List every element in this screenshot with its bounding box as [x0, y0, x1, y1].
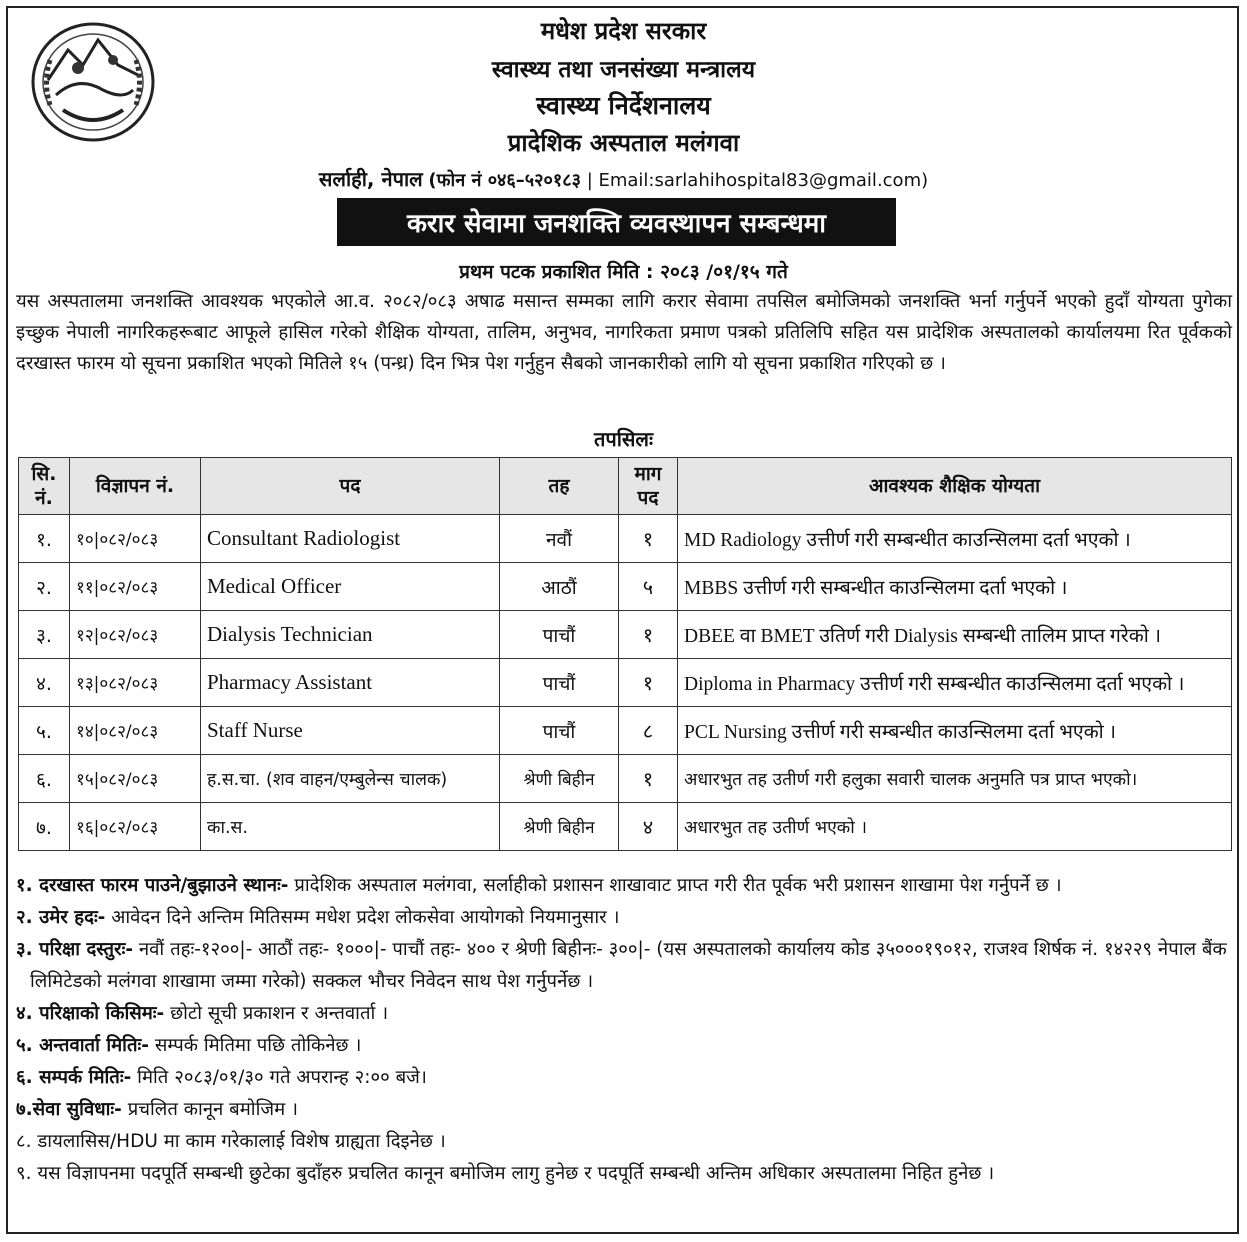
cell-demand: १	[619, 755, 678, 803]
table-row	[19, 755, 1232, 803]
note-label: ६. सम्पर्क मितिः-	[16, 1067, 132, 1088]
note-text: प्रचलित कानून बमोजिम ।	[121, 1099, 299, 1120]
header-government: मधेश प्रदेश सरकार	[540, 17, 707, 45]
cell-serial: १.	[19, 515, 70, 563]
cell-qualification: Diploma in Pharmacy उत्तीर्ण गरी सम्बन्धीत काउन्सिलमा दर्ता भएको ।	[678, 659, 1232, 707]
note-label: ५. अन्तवार्ता मितिः-	[16, 1035, 149, 1056]
note-label: २. उमेर हदः-	[16, 907, 106, 928]
cell-post: Medical Officer	[201, 563, 500, 611]
header-serial: सि. नं.	[19, 458, 70, 515]
table-row	[19, 611, 1232, 659]
header-ministry: स्वास्थ्य तथा जनसंख्या मन्त्रालय	[491, 57, 756, 83]
cell-post: Pharmacy Assistant	[201, 659, 500, 707]
cell-post: Staff Nurse	[201, 707, 500, 755]
table-row	[19, 803, 1232, 851]
header-directorate: स्वास्थ्य निर्देशनालय	[536, 91, 711, 120]
publish-date: प्रथम पटक प्रकाशित मिति : २०८३ /०१/१५ गते	[459, 261, 788, 283]
cell-level: आठौं	[500, 563, 619, 611]
cell-serial: ५.	[19, 707, 70, 755]
cell-serial: ४.	[19, 659, 70, 707]
cell-advertisement-no: १३|०८२/०८३	[70, 659, 201, 707]
note-item	[16, 1094, 1232, 1126]
cell-advertisement-no: १२|०८२/०८३	[70, 611, 201, 659]
note-label: ४. परिक्षाको किसिमः-	[16, 1003, 165, 1024]
cell-level: श्रेणी बिहीन	[500, 803, 619, 851]
table-row	[19, 707, 1232, 755]
vacancy-table	[18, 457, 1232, 851]
header-demand: माग पद	[619, 458, 678, 515]
table-title: तपसिलः	[593, 427, 654, 451]
note-text: प्रादेशिक अस्पताल मलंगवा, सर्लाहीको प्रशासन शाखावाट प्राप्त गरी रीत पूर्वक भरी प्रशासन शाखामा पेश गर्नुपर्ने छ ।	[288, 875, 1062, 896]
cell-qualification: DBEE वा BMET उतिर्ण गरी Dialysis सम्बन्धी तालिम प्राप्त गरेको ।	[678, 611, 1232, 659]
cell-qualification: MD Radiology उत्तीर्ण गरी सम्बन्धीत काउन्सिलमा दर्ता भएको ।	[678, 515, 1232, 563]
cell-demand: ८	[619, 707, 678, 755]
cell-demand: १	[619, 611, 678, 659]
cell-advertisement-no: १६|०८२/०८३	[70, 803, 201, 851]
cell-advertisement-no: ११|०८२/०८३	[70, 563, 201, 611]
note-label: ३. परिक्षा दस्तुरः-	[16, 939, 133, 960]
cell-advertisement-no: १५|०८२/०८३	[70, 755, 201, 803]
header-email: | Email:sarlahihospital83@gmail.com)	[586, 170, 929, 191]
cell-demand: १	[619, 659, 678, 707]
note-item	[16, 998, 1232, 1030]
cell-level: पाचौं	[500, 707, 619, 755]
header-advertisement-no: विज्ञापन नं.	[70, 458, 201, 515]
cell-level: पाचौं	[500, 659, 619, 707]
cell-serial: ७.	[19, 803, 70, 851]
notice-banner: करार सेवामा जनशक्ति व्यवस्थापन सम्बन्धमा	[337, 198, 896, 246]
note-item	[16, 1126, 1232, 1158]
header-post: पद	[201, 458, 500, 515]
note-item	[16, 1158, 1232, 1190]
header-phone: (फोन नं ०४६–५२०१८३	[428, 170, 581, 191]
cell-level: श्रेणी बिहीन	[500, 755, 619, 803]
note-text: ८. डायलासिस/HDU मा काम गरेकालाई विशेष ग्राह्यता दिइनेछ ।	[16, 1131, 446, 1152]
cell-demand: ५	[619, 563, 678, 611]
table-row	[19, 563, 1232, 611]
cell-qualification: अधारभुत तह उतीर्ण भएको ।	[678, 803, 1232, 851]
cell-post: Dialysis Technician	[201, 611, 500, 659]
cell-advertisement-no: १०|०८२/०८३	[70, 515, 201, 563]
note-text: मिति २०८३/०१/३० गते अपरान्ह २:०० बजे।	[131, 1067, 427, 1088]
cell-advertisement-no: १४|०८२/०८३	[70, 707, 201, 755]
table-row	[19, 515, 1232, 563]
cell-level: नवौं	[500, 515, 619, 563]
header-hospital: प्रादेशिक अस्पताल मलंगवा	[507, 129, 740, 157]
cell-demand: १	[619, 515, 678, 563]
table-header-row	[19, 458, 1232, 515]
cell-qualification: अधारभुत तह उतीर्ण गरी हलुका सवारी चालक अनुमति पत्र प्राप्त भएको।	[678, 755, 1232, 803]
note-item	[16, 870, 1232, 902]
table-row	[19, 659, 1232, 707]
note-text: नवौं तहः-१२००|- आठौं तहः- १०००|- पाचौं तहः- ४०० र श्रेणी बिहीनः- ३००|- (यस अस्पतालको कार्यालय कोड ३५०००१९०१२, राजश्व शिर्षक नं. १४२२९ नेपाल बैंक लिमिटेडको मलंगवा शाखामा जम्मा गरेको) सक्कल भौचर निवेदन साथ पेश गर्नुपर्नेछ ।	[30, 939, 1227, 992]
cell-serial: २.	[19, 563, 70, 611]
header-location: सर्लाही, नेपाल	[318, 167, 423, 191]
cell-qualification: MBBS उत्तीर्ण गरी सम्बन्धीत काउन्सिलमा दर्ता भएको ।	[678, 563, 1232, 611]
cell-post: ह.स.चा. (शव वाहन/एम्बुलेन्स चालक)	[201, 755, 500, 803]
note-label: १. दरखास्त फारम पाउने/बुझाउने स्थानः-	[16, 875, 289, 896]
cell-post: Consultant Radiologist	[201, 515, 500, 563]
note-text: छोटो सूची प्रकाशन र अन्तवार्ता ।	[164, 1003, 389, 1024]
note-text: सम्पर्क मितिमा पछि तोकिनेछ ।	[148, 1035, 362, 1056]
notes-list	[16, 870, 1232, 1190]
cell-qualification: PCL Nursing उत्तीर्ण गरी सम्बन्धीत काउन्सिलमा दर्ता भएको ।	[678, 707, 1232, 755]
note-item	[16, 1062, 1232, 1094]
note-text: ९. यस विज्ञापनमा पदपूर्ति सम्बन्धी छुटेका बुदाँहरु प्रचलित कानून बमोजिम लागु हुनेछ र पदपूर्ति सम्बन्धी अन्तिम अधिकार अस्पतालमा निहित हुनेछ ।	[16, 1163, 995, 1184]
cell-demand: ४	[619, 803, 678, 851]
note-item	[16, 1030, 1232, 1062]
header-qualification: आवश्यक शैक्षिक योग्यता	[678, 458, 1232, 515]
cell-serial: ३.	[19, 611, 70, 659]
note-label: ७.सेवा सुविधाः-	[16, 1099, 122, 1120]
contact-line	[0, 165, 1247, 192]
note-text: आवेदन दिने अन्तिम मितिसम्म मधेश प्रदेश लोकसेवा आयोगको नियमानुसार ।	[105, 907, 620, 928]
header-level: तह	[500, 458, 619, 515]
cell-level: पाचौं	[500, 611, 619, 659]
cell-post: का.स.	[201, 803, 500, 851]
note-item	[16, 934, 1232, 998]
intro-paragraph: यस अस्पतालमा जनशक्ति आवश्यक भएकोले आ.व. २०८२/०८३ अषाढ मसान्त सम्मका लागि करार सेवामा तपसिल बमोजिमको जनशक्ति भर्ना गर्नुपर्ने भएको हुदाँ योग्यता पुगेका इच्छुक नेपाली नागरिकहरूबाट आफूले हासिल गरेको शैक्षिक योग्यता, तालिम, अनुभव, नागरिकता प्रमाण पत्रको प्रतिलिपि सहित यस प्रादेशिक अस्पतालको कार्यालयमा रित पूर्वकको दरखास्त फारम यो सूचना प्रकाशित भएको मितिले १५ (पन्ध्र) दिन भित्र पेश गर्नुहुन सैबको जानकारीको लागि यो सूचना प्रकाशित गरिएको छ ।	[16, 291, 1232, 374]
cell-serial: ६.	[19, 755, 70, 803]
note-item	[16, 902, 1232, 934]
